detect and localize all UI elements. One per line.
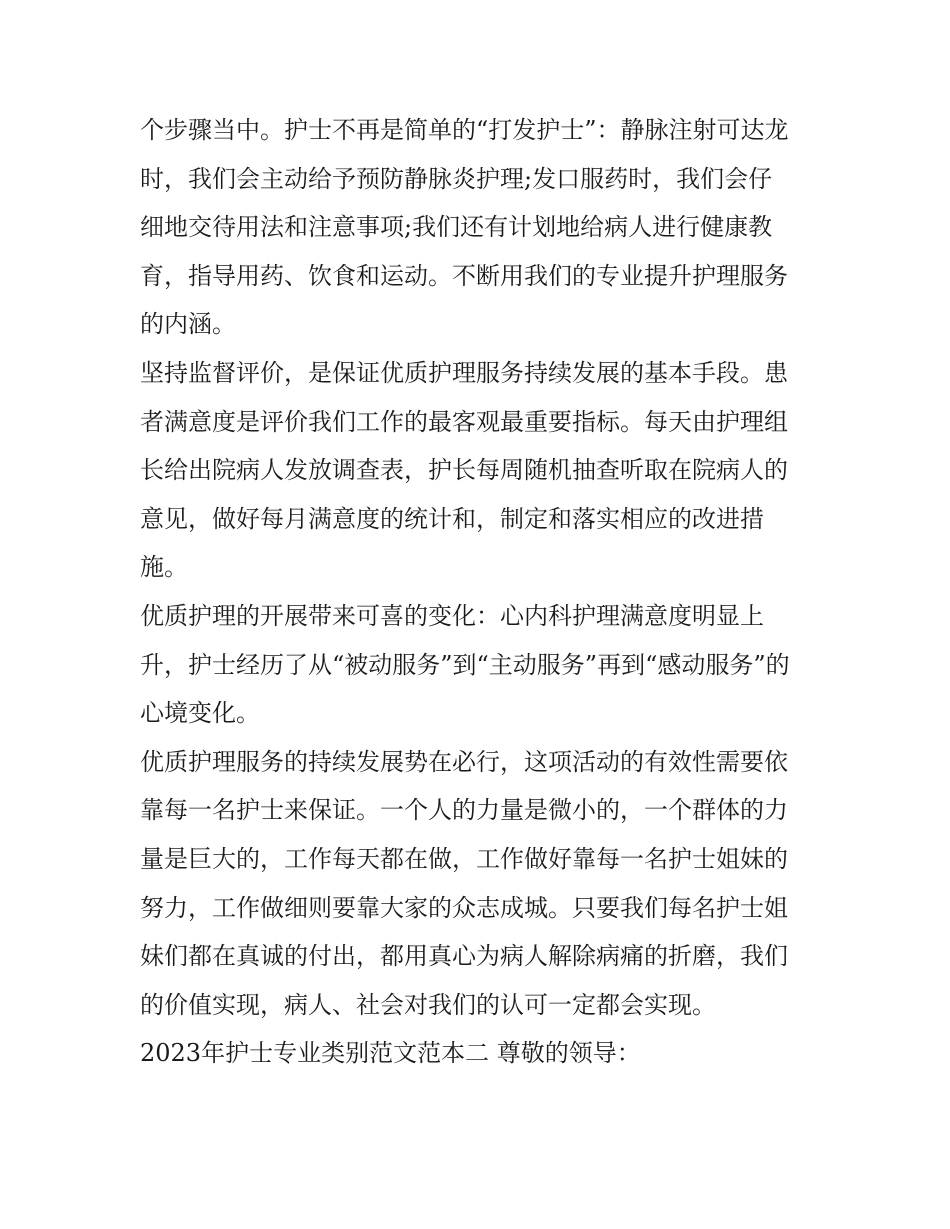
paragraph-changes [140, 592, 820, 738]
text-line: 时，我们会主动给予预防静脉炎护理;发口服药时，我们会仔 [140, 164, 773, 193]
text-line: 的内涵。 [140, 310, 236, 339]
paragraph-supervision [140, 349, 820, 592]
text-line: 心境变化。 [140, 699, 260, 728]
text-line: 施。 [140, 553, 188, 582]
text-line: 优质护理服务的持续发展势在必行，这项活动的有效性需要依 [140, 747, 788, 776]
text-line: 者满意度是评价我们工作的最客观最重要指标。每天由护理组 [140, 407, 788, 436]
document-body [140, 106, 820, 1078]
paragraph-sustainable-development [140, 738, 820, 1030]
text-line: 意见，做好每月满意度的统计和，制定和落实相应的改进措 [140, 504, 764, 533]
text-line: 长给出院病人发放调查表，护长每周随机抽查听取在院病人的 [140, 456, 788, 485]
text-line: 靠每一名护士来保证。一个人的力量是微小的，一个群体的力 [140, 796, 788, 825]
section-heading: 2023年护士专业类别范文范本二 尊敬的领导： [140, 1039, 641, 1068]
text-line: 优质护理的开展带来可喜的变化：心内科护理满意度明显上 [140, 601, 764, 630]
text-line: 量是巨大的，工作每天都在做，工作做好靠每一名护士姐妹的 [140, 844, 788, 873]
paragraph-section-heading [140, 1029, 820, 1078]
text-line: 升，护士经历了从“被动服务”到“主动服务”再到“感动服务”的 [140, 650, 790, 679]
text-line: 细地交待用法和注意事项;我们还有计划地给病人进行健康教 [140, 213, 773, 242]
text-line: 努力，工作做细则要靠大家的众志成城。只要我们每名护士姐 [140, 893, 788, 922]
text-line: 个步骤当中。护士不再是简单的“打发护士”：静脉注射可达龙 [140, 116, 789, 144]
paragraph-nursing-steps [140, 106, 820, 349]
text-line: 妹们都在真诚的付出，都用真心为病人解除病痛的折磨，我们 [140, 942, 788, 971]
text-line: 的价值实现，病人、社会对我们的认可一定都会实现。 [140, 990, 716, 1019]
text-line: 育，指导用药、饮食和运动。不断用我们的专业提升护理服务 [140, 261, 788, 290]
text-line: 坚持监督评价，是保证优质护理服务持续发展的基本手段。患 [140, 358, 788, 387]
